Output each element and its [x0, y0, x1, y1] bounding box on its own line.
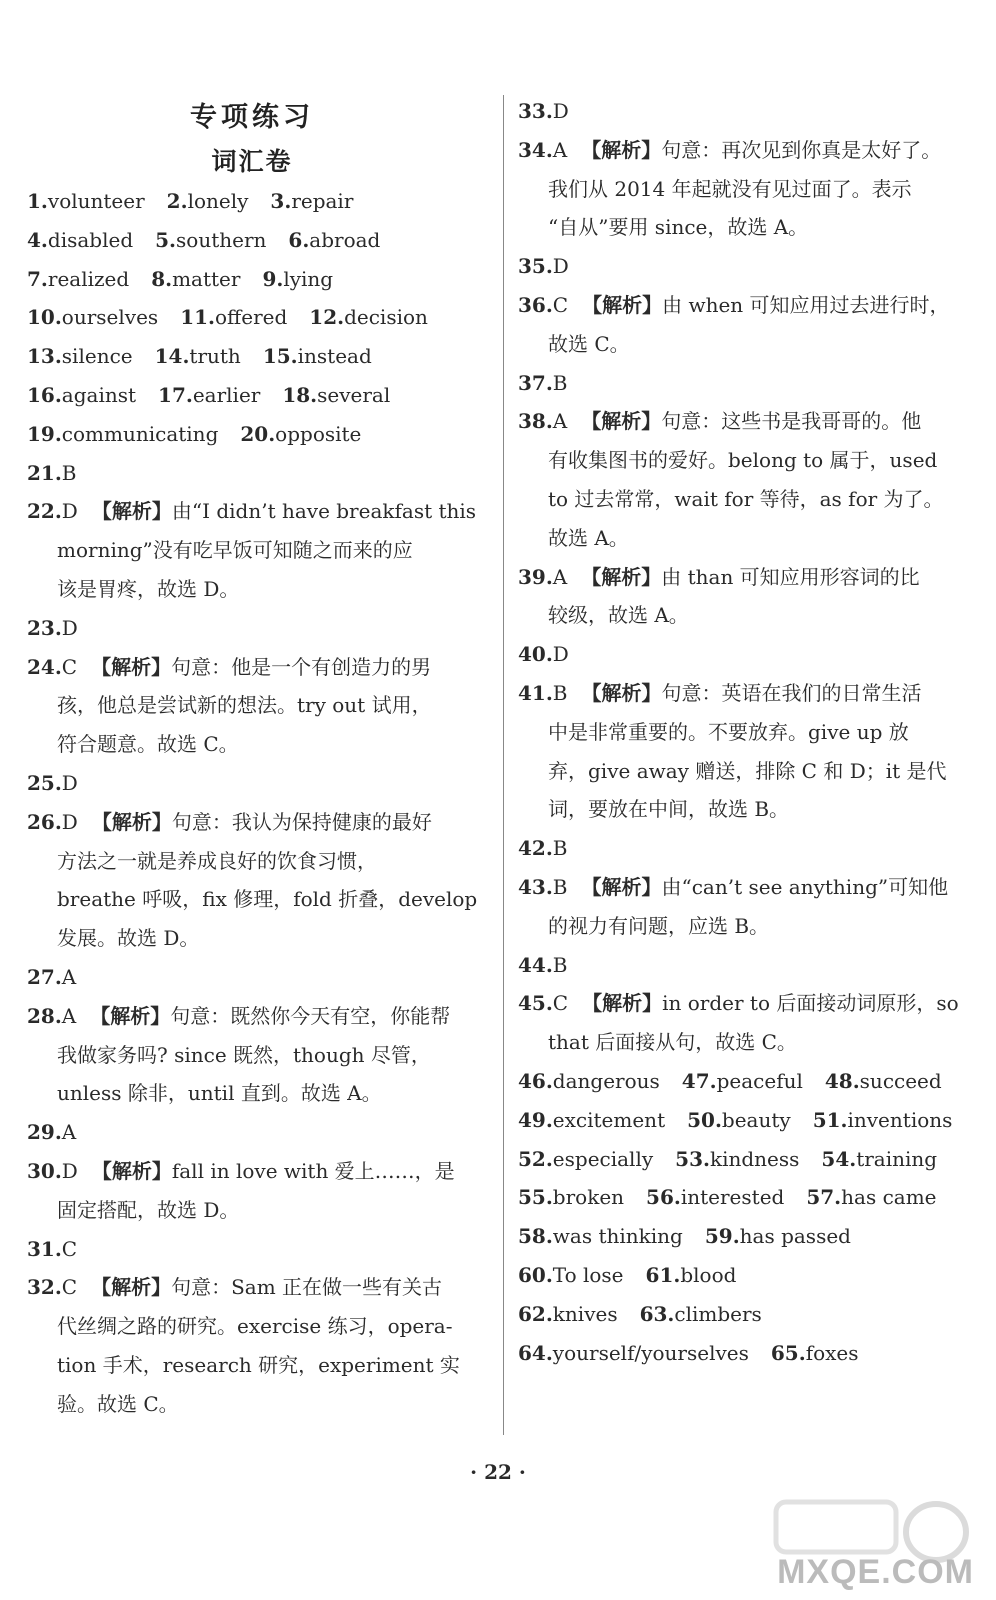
question-number: 25.	[27, 771, 62, 795]
explanation-text: 代丝绸之路的研究。exercise 练习，opera-	[57, 1314, 453, 1339]
answer-item	[518, 370, 568, 396]
question-number: 39.	[518, 564, 553, 589]
answer-word: knives	[552, 1301, 618, 1326]
vocab-answer	[682, 1068, 803, 1094]
vocab-answer	[167, 188, 249, 214]
vocab-answer	[155, 343, 241, 369]
answer-word: communicating	[61, 421, 219, 446]
analysis-tag: 【解析】	[91, 1159, 172, 1183]
answer-item	[27, 1236, 77, 1262]
vocab-answer	[27, 382, 136, 408]
answer-item	[518, 292, 950, 318]
question-number: 26.	[27, 809, 62, 834]
question-number: 23.	[27, 615, 62, 640]
question-number: 51.	[812, 1107, 848, 1132]
explanation-text: in order to 后面接动词原形，so	[662, 991, 959, 1016]
analysis-tag: 【解析】	[581, 681, 662, 705]
vocab-row	[518, 1223, 851, 1249]
answer-item	[518, 98, 569, 124]
question-number: 33.	[518, 99, 553, 123]
analysis-tag: 【解析】	[581, 137, 662, 162]
vocab-answer	[646, 1262, 737, 1288]
answer-word: decision	[344, 305, 428, 330]
vocab-answer	[518, 1107, 665, 1133]
answer-item	[27, 964, 76, 990]
question-number: 41.	[518, 681, 553, 705]
answer-choice: D	[61, 771, 78, 795]
vocab-answer	[155, 227, 266, 253]
analysis-tag: 【解析】	[90, 1003, 171, 1028]
vocab-answer	[27, 304, 158, 330]
question-number: 36.	[518, 293, 553, 317]
vocab-answer	[813, 1107, 953, 1133]
question-number: 28.	[27, 1003, 62, 1028]
explanation-text: 方法之一就是养成良好的饮食习惯，	[57, 848, 377, 873]
answer-item	[27, 1119, 76, 1145]
vocab-row	[27, 266, 333, 292]
vocab-answer	[825, 1068, 942, 1094]
answer-choice: B	[552, 681, 568, 705]
answer-word: dangerous	[552, 1069, 660, 1093]
vocab-answer	[821, 1146, 937, 1172]
answer-choice: D	[61, 615, 78, 640]
answer-item	[518, 835, 568, 861]
answer-item	[27, 460, 77, 486]
answer-word: silence	[61, 344, 133, 369]
question-number: 65.	[770, 1340, 806, 1365]
answer-choice: A	[61, 1003, 77, 1028]
answer-word: broken	[552, 1185, 625, 1210]
vocab-answer	[518, 1146, 653, 1172]
answer-word: climbers	[674, 1301, 762, 1326]
question-number: 63.	[639, 1301, 675, 1326]
vocab-answer	[518, 1068, 660, 1094]
analysis-tag: 【解析】	[581, 409, 662, 434]
answer-word: excitement	[552, 1107, 666, 1132]
answer-item	[27, 1158, 455, 1184]
explanation-text: 由 when 可知应用过去进行时，	[662, 293, 950, 317]
question-number: 29.	[27, 1120, 62, 1145]
answer-word: succeed	[859, 1069, 942, 1093]
explanation-text: fall in love with 爱上……，是	[171, 1159, 455, 1183]
answer-choice: D	[61, 809, 78, 834]
answer-word: blood	[680, 1263, 737, 1287]
question-number: 31.	[27, 1236, 62, 1261]
question-number: 14.	[154, 344, 190, 369]
vocab-answer	[282, 382, 390, 408]
vocab-row	[518, 1340, 859, 1366]
vocab-answer	[240, 421, 361, 447]
answer-choice: C	[61, 1236, 78, 1261]
column-divider	[503, 95, 504, 1435]
question-number: 21.	[27, 460, 62, 485]
answer-choice: B	[552, 952, 568, 977]
question-number: 54.	[821, 1146, 857, 1171]
answer-item	[518, 990, 959, 1016]
question-number: 19.	[27, 421, 62, 446]
explanation-text: “自从”要用 since，故选 A。	[548, 215, 809, 240]
vocab-answer	[288, 227, 380, 253]
question-number: 22.	[27, 499, 62, 524]
answer-word: offered	[214, 305, 288, 330]
vocab-row	[518, 1068, 942, 1094]
explanation-text: 固定搭配，故选 D。	[57, 1197, 240, 1222]
question-number: 37.	[518, 370, 553, 395]
page-number: · 22 ·	[470, 1460, 526, 1484]
answer-item	[518, 680, 922, 706]
question-number: 42.	[518, 836, 553, 861]
watermark-text: MXQE.COM	[777, 1553, 974, 1591]
answer-word: lying	[283, 266, 334, 291]
answer-word: was thinking	[552, 1224, 683, 1249]
question-number: 4.	[27, 227, 48, 252]
question-number: 7.	[27, 266, 48, 291]
explanation-text: 较级，故选 A。	[548, 603, 689, 628]
vocab-answer	[27, 343, 133, 369]
answer-choice: A	[552, 137, 568, 162]
explanation-text: breathe 呼吸，fix 修理，fold 折叠，develop	[57, 887, 478, 912]
answer-word: beauty	[721, 1107, 791, 1132]
answer-choice: C	[552, 293, 569, 317]
analysis-tag: 【解析】	[581, 875, 662, 899]
explanation-text: that 后面接从句，故选 C。	[548, 1030, 797, 1055]
question-number: 13.	[27, 344, 62, 369]
vocab-row	[27, 188, 353, 214]
answer-item	[518, 874, 948, 900]
explanation-text: 句意：Sam 正在做一些有关古	[171, 1275, 443, 1300]
question-number: 9.	[262, 266, 284, 291]
explanation-text: 发展。故选 D。	[57, 926, 200, 951]
answer-item	[27, 654, 431, 680]
question-number: 55.	[518, 1185, 553, 1210]
answer-choice: B	[552, 836, 568, 861]
answer-item	[27, 1274, 442, 1300]
question-number: 48.	[824, 1069, 860, 1093]
answer-choice: C	[61, 1275, 78, 1300]
question-number: 11.	[180, 305, 215, 330]
question-number: 38.	[518, 409, 553, 434]
answer-word: peaceful	[716, 1069, 803, 1093]
answer-word: inventions	[847, 1107, 953, 1132]
explanation-text: 验。故选 C。	[57, 1391, 179, 1416]
answer-word: lonely	[187, 189, 249, 213]
question-number: 59.	[704, 1224, 740, 1249]
question-number: 44.	[518, 952, 553, 977]
answer-choice: A	[61, 1120, 77, 1145]
question-number: 3.	[270, 189, 292, 213]
answer-choice: B	[552, 370, 568, 395]
question-number: 45.	[518, 991, 553, 1016]
question-number: 12.	[309, 305, 345, 330]
answer-item	[518, 641, 569, 667]
answer-item	[518, 564, 920, 590]
vocab-answer	[270, 188, 353, 214]
explanation-text: 句意：再次见到你真是太好了。	[661, 137, 942, 162]
vocab-row	[518, 1301, 762, 1327]
vocab-answer	[309, 304, 428, 330]
answer-word: volunteer	[47, 189, 145, 213]
answer-choice: B	[61, 460, 77, 485]
question-number: 57.	[806, 1185, 842, 1210]
vocab-answer	[27, 227, 133, 253]
question-number: 10.	[27, 305, 62, 330]
answer-word: ourselves	[61, 305, 159, 330]
answer-word: instead	[297, 344, 372, 369]
answer-item	[518, 408, 921, 434]
vocab-answer	[646, 1184, 784, 1210]
question-number: 46.	[518, 1069, 553, 1093]
answer-word: against	[61, 383, 137, 407]
vocab-answer	[27, 421, 218, 447]
vocab-row	[518, 1107, 952, 1133]
explanation-text: 符合题意。故选 C。	[57, 732, 239, 757]
answer-word: especially	[552, 1146, 654, 1171]
section-subtitle: 词汇卷	[211, 147, 293, 176]
vocab-row	[27, 343, 372, 369]
explanation-text: 故选 A。	[548, 525, 629, 550]
answer-word: kindness	[709, 1146, 800, 1171]
question-number: 18.	[282, 383, 318, 407]
question-number: 58.	[518, 1224, 553, 1249]
vocab-answer	[263, 343, 372, 369]
question-number: 2.	[166, 189, 188, 213]
question-number: 50.	[687, 1107, 722, 1132]
vocab-answer	[518, 1262, 624, 1288]
question-number: 47.	[681, 1069, 717, 1093]
answer-word: opposite	[275, 421, 362, 446]
vocab-answer	[151, 266, 240, 292]
vocab-row	[27, 421, 361, 447]
answer-item	[518, 253, 569, 279]
explanation-text: to 过去常常，wait for 等待，as for 为了。	[548, 487, 944, 511]
question-number: 64.	[518, 1340, 553, 1365]
explanation-text: 中是非常重要的。不要放弃。give up 放	[548, 719, 909, 744]
explanation-text: tion 手术，research 研究，experiment 实	[57, 1353, 460, 1377]
answer-item	[27, 1003, 450, 1029]
question-number: 53.	[675, 1146, 710, 1171]
answer-word: To lose	[552, 1263, 624, 1287]
answer-item	[27, 615, 78, 641]
explanation-text: 词，要放在中间，故选 B。	[548, 797, 790, 822]
vocab-answer	[705, 1223, 851, 1249]
explanation-text: 句意：既然你今天有空，你能帮	[170, 1003, 451, 1028]
explanation-text: 我们从 2014 年起就没有见过面了。表示	[548, 176, 912, 201]
question-number: 56.	[646, 1185, 681, 1210]
vocab-answer	[180, 304, 287, 330]
vocab-answer	[27, 266, 129, 292]
answer-word: foxes	[805, 1340, 859, 1365]
answer-word: interested	[680, 1185, 785, 1210]
explanation-text: 孩，他总是尝试新的想法。try out 试用，	[57, 693, 432, 718]
question-number: 27.	[27, 965, 62, 989]
explanation-text: 有收集图书的爱好。belong to 属于，used	[548, 448, 938, 473]
question-number: 43.	[518, 875, 553, 899]
explanation-text: 由“can’t see anything”可知他	[661, 875, 949, 899]
answer-word: matter	[172, 266, 241, 291]
answer-item	[27, 770, 78, 796]
explanation-text: 句意：他是一个有创造力的男	[171, 654, 432, 679]
answer-word: repair	[291, 189, 354, 213]
question-number: 20.	[240, 421, 276, 446]
question-number: 16.	[27, 383, 62, 407]
question-number: 40.	[518, 642, 553, 667]
explanation-text: 故选 C。	[548, 331, 630, 356]
answer-choice: C	[552, 991, 569, 1016]
question-number: 30.	[27, 1159, 62, 1183]
answer-word: earlier	[192, 383, 261, 407]
vocab-answer	[27, 188, 145, 214]
answer-choice: B	[552, 875, 568, 899]
question-number: 17.	[158, 383, 193, 407]
answer-item	[518, 952, 568, 978]
explanation-text: 由 than 可知应用形容词的比	[661, 564, 920, 589]
question-number: 34.	[518, 137, 553, 162]
question-number: 6.	[288, 227, 310, 252]
question-number: 62.	[518, 1301, 553, 1326]
vocab-answer	[806, 1184, 936, 1210]
question-number: 15.	[262, 344, 298, 369]
question-number: 52.	[518, 1146, 553, 1171]
vocab-row	[518, 1262, 736, 1288]
vocab-answer	[262, 266, 333, 292]
question-number: 1.	[27, 189, 48, 213]
question-number: 60.	[518, 1263, 553, 1287]
explanation-text: unless 除非，until 直到。故选 A。	[57, 1081, 382, 1106]
answer-choice: A	[552, 564, 568, 589]
vocab-answer	[640, 1301, 762, 1327]
vocab-answer	[518, 1223, 683, 1249]
question-number: 5.	[155, 227, 177, 252]
question-number: 61.	[645, 1263, 681, 1287]
explanation-text: 该是胃疼，故选 D。	[57, 577, 240, 601]
explanation-text: 由“I didn’t have breakfast this	[171, 499, 477, 524]
vocab-answer	[518, 1184, 624, 1210]
vocab-answer	[771, 1340, 859, 1366]
analysis-tag: 【解析】	[582, 293, 663, 317]
answer-word: truth	[189, 344, 241, 369]
question-number: 35.	[518, 254, 553, 279]
answer-choice: C	[61, 654, 78, 679]
analysis-tag: 【解析】	[91, 809, 172, 834]
answer-word: training	[856, 1146, 938, 1171]
explanation-text: 句意：我认为保持健康的最好	[171, 809, 432, 834]
answer-choice: D	[552, 642, 569, 667]
answer-word: yourself/yourselves	[552, 1340, 749, 1365]
vocab-row	[27, 227, 380, 253]
answer-word: abroad	[309, 227, 381, 252]
vocab-answer	[687, 1107, 791, 1133]
answer-word: realized	[47, 266, 130, 291]
vocab-answer	[675, 1146, 799, 1172]
question-number: 24.	[27, 654, 62, 679]
analysis-tag: 【解析】	[91, 1275, 172, 1300]
explanation-text: 弃，give away 赠送，排除 C 和 D；it 是代	[548, 758, 947, 783]
answer-word: has came	[841, 1185, 937, 1210]
question-number: 49.	[518, 1107, 553, 1132]
explanation-text: 句意：英语在我们的日常生活	[661, 681, 922, 705]
explanation-text: 我做家务吗? since 既然，though 尽管，	[57, 1042, 431, 1067]
vocab-row	[518, 1184, 937, 1210]
answer-choice: D	[552, 254, 569, 279]
vocab-answer	[158, 382, 260, 408]
vocab-row	[27, 382, 390, 408]
vocab-row	[518, 1146, 937, 1172]
answer-choice: A	[552, 409, 568, 434]
explanation-text: morning”没有吃早饭可知随之而来的应	[57, 538, 413, 563]
analysis-tag: 【解析】	[581, 564, 662, 589]
answer-choice: A	[61, 965, 77, 989]
analysis-tag: 【解析】	[91, 499, 172, 524]
answer-choice: D	[61, 1159, 78, 1183]
question-number: 8.	[151, 266, 173, 291]
analysis-tag: 【解析】	[582, 991, 663, 1016]
answer-word: southern	[176, 227, 267, 252]
answer-word: disabled	[47, 227, 134, 252]
question-number: 32.	[27, 1275, 62, 1300]
vocab-answer	[518, 1340, 749, 1366]
page-title: 专项练习	[190, 102, 314, 133]
answer-item	[27, 809, 432, 835]
analysis-tag: 【解析】	[91, 654, 172, 679]
answer-word: several	[317, 383, 391, 407]
answer-choice: D	[552, 99, 569, 123]
explanation-text: 的视力有问题，应选 B。	[548, 913, 770, 938]
vocab-answer	[518, 1301, 618, 1327]
answer-choice: D	[61, 499, 78, 524]
vocab-row	[27, 304, 428, 330]
answer-item	[27, 498, 476, 524]
explanation-text: 句意：这些书是我哥哥的。他	[661, 409, 922, 434]
answer-word: has passed	[739, 1224, 851, 1249]
answer-item	[518, 137, 941, 163]
